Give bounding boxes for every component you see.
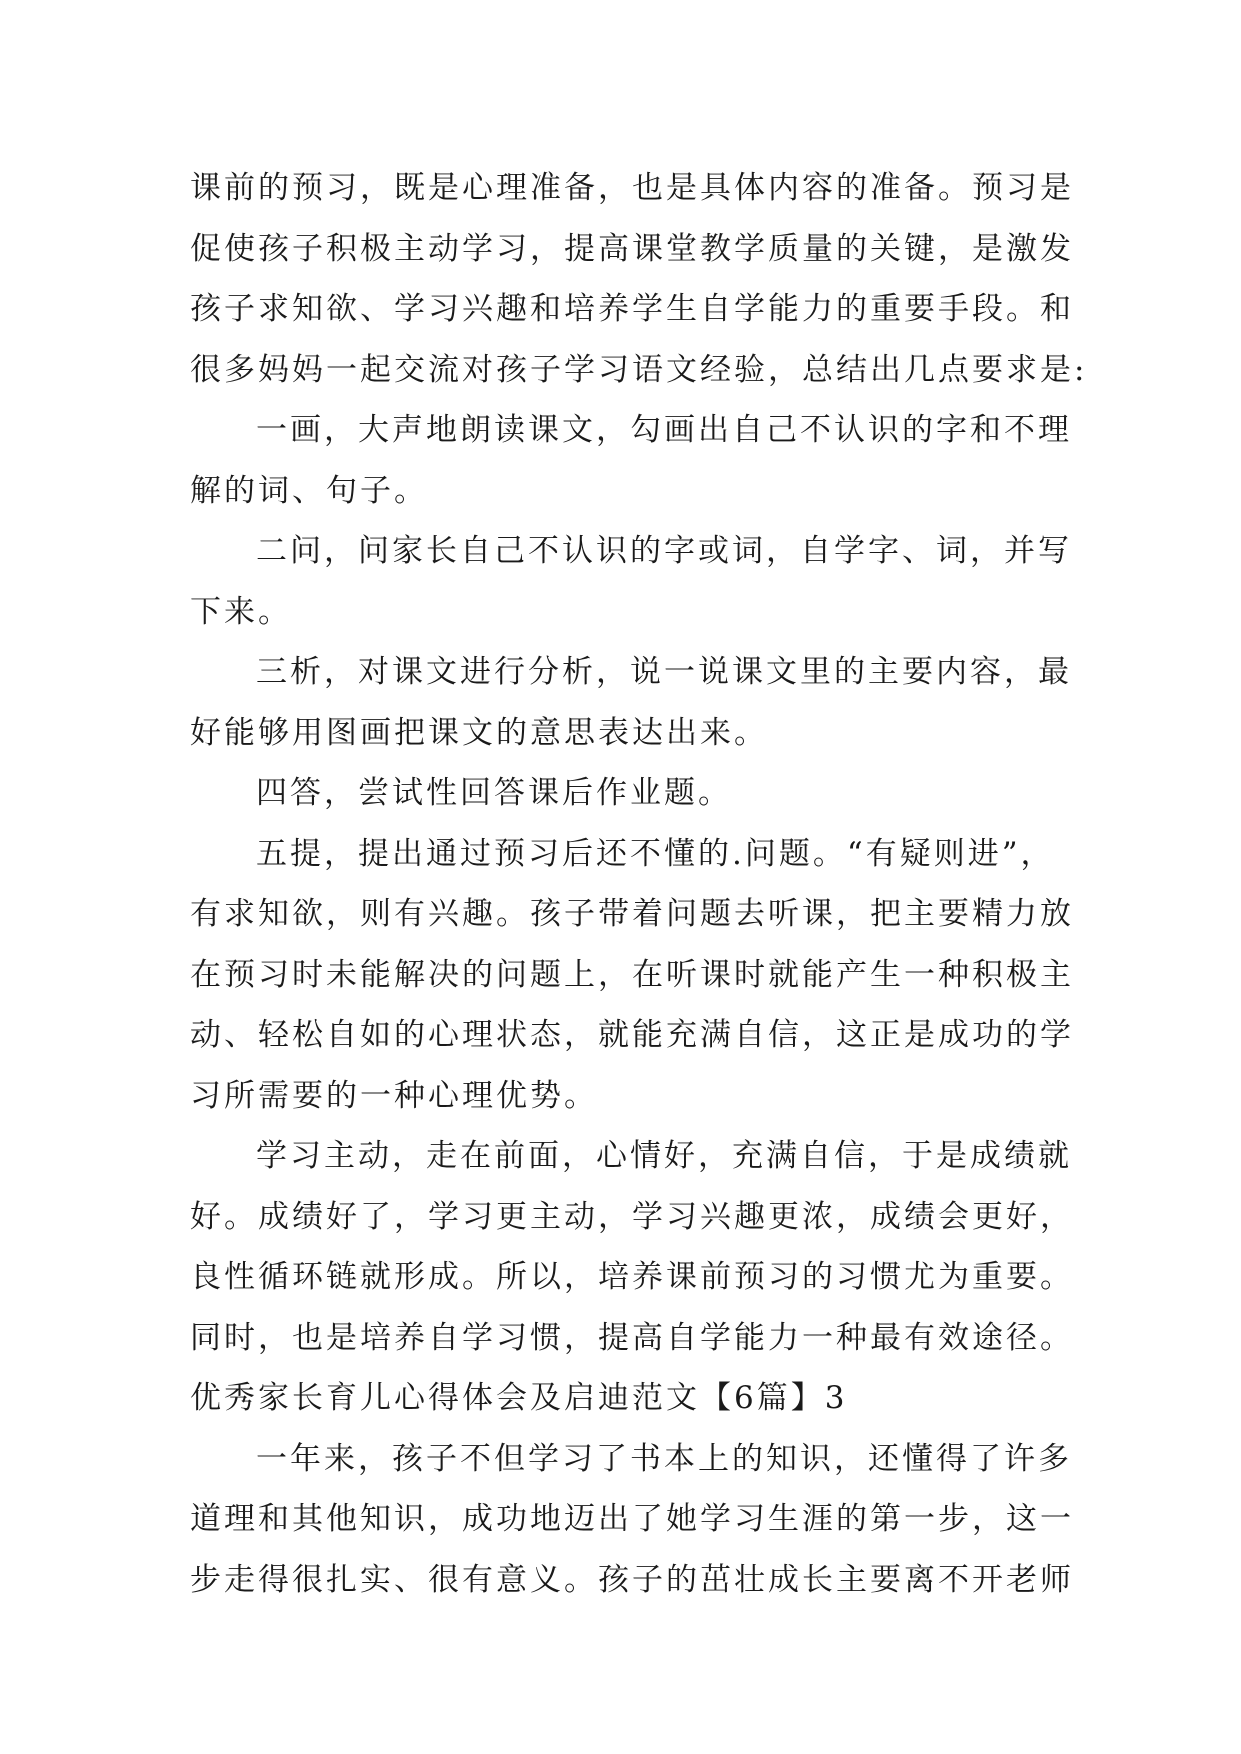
text-line: 习所需要的一种心理优势。 — [190, 1077, 598, 1114]
text-line: 四答，尝试性回答课后作业题。 — [256, 775, 732, 811]
text-line: 促使孩子积极主动学习，提高课堂教学质量的关键，是激发 — [190, 230, 1074, 267]
text-line: 道理和其他知识，成功地迈出了她学习生涯的第一步，这一 — [190, 1501, 1074, 1537]
text-line: 学习主动，走在前面，心情好，充满自信，于是成绩就 — [256, 1138, 1072, 1174]
text-line: 有求知欲，则有兴趣。孩子带着问题去听课，把主要精力放 — [190, 896, 1074, 932]
text-line: 在预习时未能解决的问题上，在听课时就能产生一种积极主 — [190, 956, 1074, 993]
text-line: 下来。 — [190, 593, 292, 630]
text-line: 孩子求知欲、学习兴趣和培养学生自学能力的重要手段。和 — [190, 291, 1074, 327]
text-line: 一画，大声地朗读课文，勾画出自己不认识的字和不理 — [256, 412, 1072, 448]
body-text — [190, 158, 1088, 1610]
text-line: 一年来，孩子不但学习了书本上的知识，还懂得了许多 — [256, 1440, 1072, 1477]
text-line: 解的词、句子。 — [190, 472, 428, 509]
text-line: 良性循环链就形成。所以，培养课前预习的习惯尤为重要。 — [190, 1259, 1074, 1295]
text-line: 很多妈妈一起交流对孩子学习语文经验，总结出几点要求是: — [190, 351, 1088, 388]
text-line: 二问，问家长自己不认识的字或词，自学字、词，并写 — [256, 533, 1072, 569]
text-line: 同时，也是培养自学习惯，提高自学能力一种最有效途径。 — [190, 1319, 1074, 1356]
text-line: 动、轻松自如的心理状态，就能充满自信，这正是成功的学 — [190, 1017, 1074, 1053]
text-line: 课前的预习，既是心理准备，也是具体内容的准备。预习是 — [190, 170, 1074, 206]
text-line: 好能够用图画把课文的意思表达出来。 — [190, 714, 768, 751]
text-line: 优秀家长育儿心得体会及启迪范文【6篇】3 — [190, 1380, 848, 1416]
text-line: 好。成绩好了，学习更主动，学习兴趣更浓，成绩会更好， — [190, 1198, 1074, 1235]
text-line: 三析，对课文进行分析，说一说课文里的主要内容，最 — [256, 654, 1072, 690]
text-line: 步走得很扎实、很有意义。孩子的茁壮成长主要离不开老师 — [190, 1561, 1074, 1598]
text-line: 五提，提出通过预习后还不懂的.问题。“有疑则进”， — [256, 835, 1055, 872]
